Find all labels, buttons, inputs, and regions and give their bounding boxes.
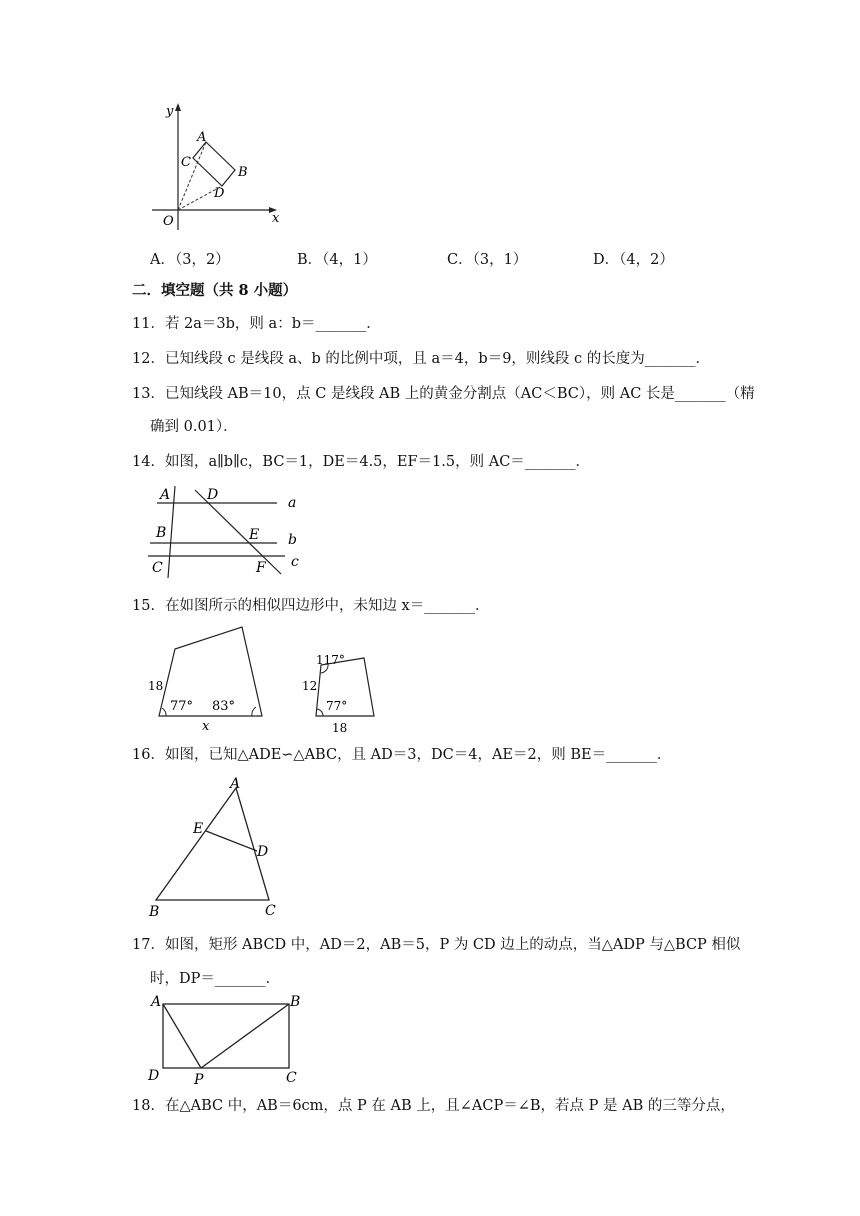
fig15-left-angle1: 77° [170, 699, 194, 714]
fig10-label-d: D [214, 186, 225, 201]
fig14-label-f: F [256, 560, 266, 576]
fig17-label-d: D [148, 1068, 160, 1084]
fig15-right-bottom: 18 [332, 721, 348, 735]
question-11: 11．若 2a＝3b，则 a：b＝_______． [132, 316, 381, 332]
figure-q14 [145, 482, 315, 580]
question-13-line2: 确到 0.01）． [150, 419, 238, 435]
fig14-label-line-a: a [288, 495, 297, 511]
question-15: 15．在如图所示的相似四边形中，未知边 x＝_______． [132, 598, 490, 614]
q10-option-a[interactable]: A．（3，2） [150, 252, 230, 268]
fig15-left-side: 18 [148, 679, 164, 693]
question-17-line2: 时，DP＝_______． [150, 971, 281, 987]
fig15-left-angle2: 83° [212, 699, 236, 714]
q10-option-c[interactable]: C．（3，1） [447, 252, 528, 268]
q10-option-d[interactable]: D．（4，2） [593, 252, 674, 268]
q10-option-b[interactable]: B．（4，1） [297, 252, 377, 268]
fig14-label-c-point: C [152, 560, 163, 576]
fig10-label-b: B [238, 165, 248, 180]
fig10-label-c: C [181, 155, 191, 170]
figure-q17 [143, 992, 313, 1088]
fig10-label-o: O [163, 214, 174, 229]
fig15-right-side: 12 [302, 679, 318, 693]
figure-q15 [144, 624, 384, 740]
fig10-label-x: x [272, 211, 280, 226]
fig15-left-bottom: x [202, 719, 210, 734]
question-13-line1: 13．已知线段 AB＝10，点 C 是线段 AB 上的黄金分割点（AC＜BC），则 AC 长是_______（精 [132, 386, 755, 402]
fig14-label-e: E [249, 527, 260, 543]
question-16: 16．如图，已知△ADE∽△ABC，且 AD＝3，DC＝4，AE＝2，则 BE＝_______． [132, 747, 672, 763]
fig14-label-line-b: b [288, 532, 297, 548]
fig15-right-angle-top: 117° [316, 653, 345, 667]
section-heading: 二．填空题（共 8 小题） [132, 282, 298, 299]
fig16-label-a: A [230, 776, 241, 792]
fig15-right-angle-bottom: 77° [326, 699, 348, 713]
fig16-label-e: E [193, 821, 204, 837]
fig17-label-b: B [290, 994, 301, 1010]
fig10-label-y: y [166, 104, 174, 119]
fig16-label-b: B [149, 904, 160, 918]
fig14-label-a-point: A [160, 487, 171, 503]
fig10-label-a: A [197, 130, 207, 145]
question-12: 12．已知线段 c 是线段 a、b 的比例中项，且 a＝4，b＝9，则线段 c 的长度为_______． [132, 351, 711, 367]
fig14-label-b-point: B [156, 525, 167, 541]
fig17-label-a: A [151, 994, 162, 1010]
question-17-line1: 17．如图，矩形 ABCD 中，AD＝2，AB＝5，P 为 CD 边上的动点，当△ADP 与△BCP 相似 [132, 937, 741, 953]
fig16-label-c: C [265, 903, 276, 918]
figure-q16 [145, 774, 285, 918]
fig16-label-d: D [257, 844, 269, 860]
fig14-label-d: D [207, 487, 219, 503]
fig17-label-p: P [194, 1072, 204, 1088]
figure-q10 [150, 100, 282, 240]
question-18: 18．在△ABC 中，AB＝6cm，点 P 在 AB 上，且∠ACP＝∠B，若点 P 是 AB 的三等分点， [132, 1098, 735, 1114]
question-14: 14．如图，a∥b∥c，BC＝1，DE＝4.5，EF＝1.5，则 AC＝_______． [132, 454, 591, 470]
fig17-label-c: C [286, 1070, 297, 1086]
fig14-label-line-c: c [291, 554, 299, 570]
